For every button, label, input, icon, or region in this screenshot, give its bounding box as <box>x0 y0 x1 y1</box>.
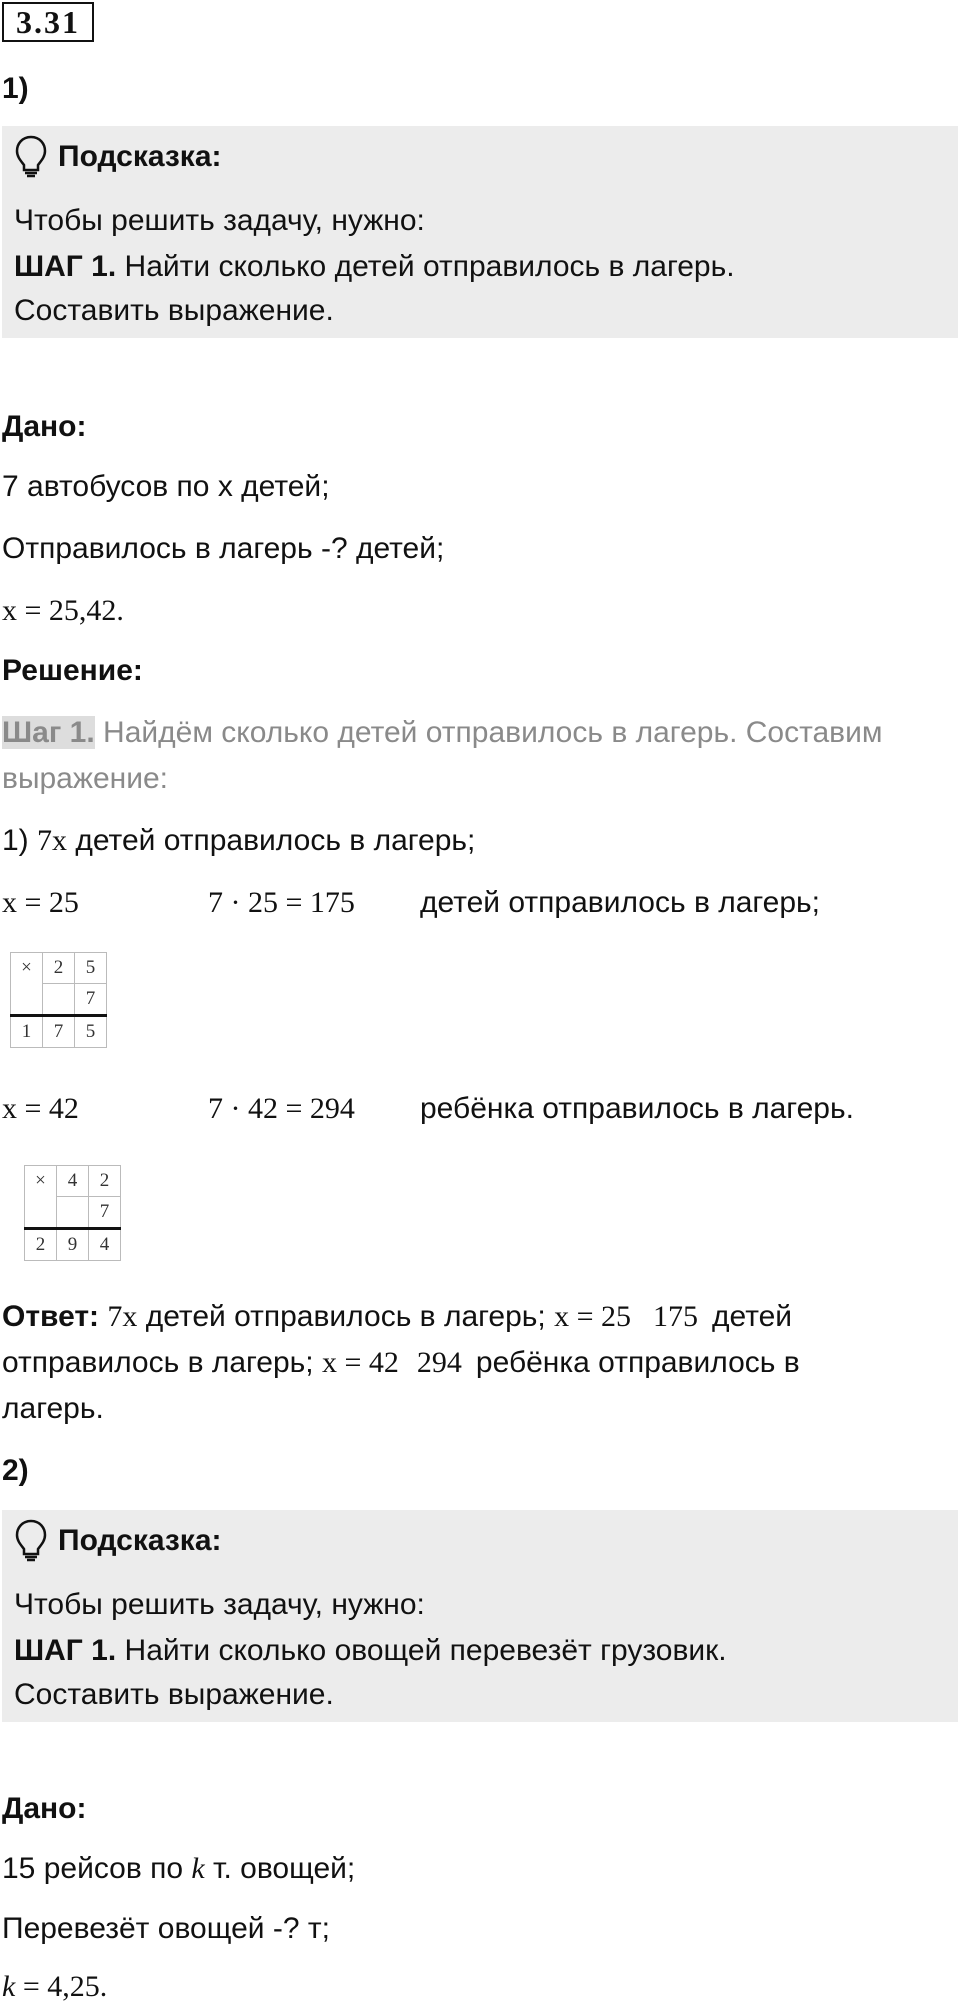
given-line <box>2 1964 107 2010</box>
part-1-label: 1) <box>2 72 29 105</box>
table-cell: × <box>25 1166 57 1197</box>
given-line: Перевезёт овощей -? т; <box>2 1912 330 1945</box>
given-label: Дано: <box>2 1792 87 1825</box>
line-text: детей отправилось в лагерь; <box>67 824 476 857</box>
task-number: 3.31 <box>2 2 94 42</box>
math-expr: 175 <box>653 1300 699 1333</box>
answer-line <box>2 1294 792 1340</box>
hint-line: Составить выражение. <box>14 294 334 327</box>
part-2-label: 2) <box>2 1454 29 1487</box>
table-cell: 2 <box>89 1166 121 1197</box>
given-line: Отправилось в лагерь -? детей; <box>2 532 445 565</box>
given-text: т. овощей; <box>204 1852 356 1885</box>
hint-step-label: ШАГ 1. <box>14 250 117 283</box>
lightbulb-icon <box>14 1518 48 1562</box>
math-var: k <box>191 1852 205 1885</box>
solution-label: Решение: <box>2 654 143 687</box>
calc-text: детей отправилось в лагерь; <box>420 886 821 919</box>
math-expr: 7x <box>107 1300 138 1333</box>
table-cell <box>25 1197 57 1229</box>
table-cell: × <box>11 953 43 984</box>
answer-text: детей отправилось в лагерь; <box>137 1300 555 1333</box>
math-expr: 7x <box>37 824 68 857</box>
hint-box-1 <box>2 126 958 338</box>
table-cell: 4 <box>89 1229 121 1261</box>
hint-step-text: Найти сколько детей отправилось в лагерь. <box>116 250 735 283</box>
given-text: 15 рейсов по <box>2 1852 192 1885</box>
hint-step <box>14 244 735 290</box>
given-text: = 4,25. <box>15 1970 108 2003</box>
answer-line <box>2 1340 800 1386</box>
table-cell: 1 <box>11 1016 43 1048</box>
table-cell: 7 <box>43 1016 75 1048</box>
table-cell: 2 <box>25 1229 57 1261</box>
math-expr: 294 <box>416 1346 462 1379</box>
lightbulb-icon <box>14 134 48 178</box>
step-text-cont: выражение: <box>2 762 168 795</box>
math-expr: x = 42 <box>321 1346 399 1379</box>
calc-expr: 7 · 42 = 294 <box>208 1092 355 1125</box>
answer-label: Ответ: <box>2 1300 100 1333</box>
hint-title: Подсказка: <box>58 140 222 173</box>
answer-text: ребёнка отправилось в <box>475 1346 800 1379</box>
table-cell: 2 <box>43 953 75 984</box>
table-cell <box>57 1197 89 1229</box>
hint-step-label: ШАГ 1. <box>14 1634 117 1667</box>
table-cell <box>43 984 75 1016</box>
solution-step <box>2 710 883 756</box>
hint-line: Чтобы решить задачу, нужно: <box>14 204 425 237</box>
answer-text: отправилось в лагерь; <box>2 1346 322 1379</box>
given-line: x = 25,42. <box>2 594 124 627</box>
calc-x: x = 42 <box>2 1092 79 1125</box>
table-cell: 5 <box>75 953 107 984</box>
table-cell: 7 <box>75 984 107 1016</box>
hint-line: Составить выражение. <box>14 1678 334 1711</box>
step-label: Шаг 1. <box>2 716 95 749</box>
hint-title: Подсказка: <box>58 1524 222 1557</box>
given-label: Дано: <box>2 410 87 443</box>
solution-line <box>2 818 475 864</box>
hint-step-text: Найти сколько овощей перевезёт грузовик. <box>116 1634 727 1667</box>
step-text: Найдём сколько детей отправилось в лагерь. Составим <box>94 716 883 749</box>
table-cell: 9 <box>57 1229 89 1261</box>
multiplication-table-1 <box>10 952 107 1048</box>
line-prefix: 1) <box>2 824 38 857</box>
table-cell: 5 <box>75 1016 107 1048</box>
answer-text: детей <box>712 1300 793 1333</box>
answer-line: лагерь. <box>2 1392 104 1425</box>
hint-box-2 <box>2 1510 958 1722</box>
given-line: 7 автобусов по х детей; <box>2 470 330 503</box>
calc-expr: 7 · 25 = 175 <box>208 886 355 919</box>
calc-x: x = 25 <box>2 886 79 919</box>
hint-step <box>14 1628 727 1674</box>
table-cell: 4 <box>57 1166 89 1197</box>
multiplication-table-2 <box>24 1165 121 1261</box>
table-cell <box>11 984 43 1016</box>
given-line <box>2 1846 355 1892</box>
table-cell: 7 <box>89 1197 121 1229</box>
math-var: k <box>2 1970 16 2003</box>
calc-text: ребёнка отправилось в лагерь. <box>420 1092 854 1125</box>
hint-line: Чтобы решить задачу, нужно: <box>14 1588 425 1621</box>
math-expr: x = 25 <box>554 1300 632 1333</box>
